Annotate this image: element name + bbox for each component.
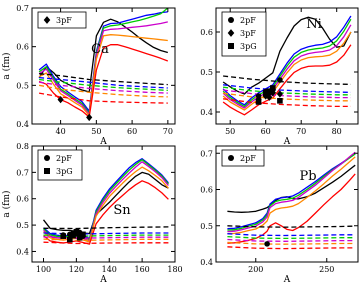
- series-line-8: [227, 237, 355, 239]
- data-point-3pg: [80, 232, 86, 238]
- y-tick-label: 0.7: [200, 149, 213, 159]
- legend-marker-2pf: [44, 155, 50, 161]
- series-line-7: [227, 234, 355, 236]
- y-tick-label: 0.4: [16, 247, 29, 257]
- y-tick-label: 0.6: [16, 194, 29, 204]
- panel-element-label: Pb: [299, 169, 317, 184]
- legend: [222, 150, 264, 166]
- legend-label: 3pG: [56, 167, 73, 176]
- x-tick-label: 60: [127, 127, 138, 136]
- y-axis-label: a (fm): [2, 190, 12, 218]
- x-tick-label: 160: [134, 265, 150, 274]
- chart-panel-pb: [200, 146, 358, 282]
- y-tick-label: 0.5: [16, 221, 29, 231]
- x-tick-label: 40: [55, 127, 66, 136]
- x-axis-label: A: [283, 275, 291, 282]
- y-tick-label: 0.4: [200, 108, 213, 117]
- y-tick-label: 0.5: [200, 68, 213, 77]
- legend-label: 3pG: [240, 42, 257, 51]
- x-tick-label: 200: [248, 265, 264, 274]
- series-line-5: [227, 174, 355, 243]
- y-axis-label: a (fm): [2, 52, 12, 80]
- y-tick-label: 0.5: [16, 81, 29, 91]
- series-line-10: [227, 242, 355, 244]
- x-tick-label: 80: [331, 127, 342, 136]
- y-tick-label: 0.6: [200, 185, 213, 195]
- data-point-3pg: [270, 85, 276, 91]
- y-tick-label: 0.8: [16, 142, 29, 151]
- x-axis-label: A: [100, 137, 107, 147]
- x-axis-label: A: [100, 275, 107, 282]
- series-line-0: [44, 172, 169, 233]
- series-line-6: [44, 227, 169, 229]
- legend-marker-2pf: [228, 17, 234, 23]
- x-tick-label: 70: [162, 127, 173, 136]
- series-group: [227, 152, 355, 248]
- y-tick-label: 0.5: [200, 221, 213, 231]
- x-tick-label: 50: [225, 127, 236, 136]
- legend-marker-3pg: [228, 43, 234, 49]
- y-tick-label: 0.4: [200, 258, 213, 267]
- series-line-7: [223, 85, 351, 93]
- data-point-3pg: [60, 233, 66, 239]
- chart-panel-ni: [200, 8, 358, 147]
- x-tick-label: 180: [167, 265, 183, 274]
- data-point-2pf: [277, 77, 283, 83]
- panel-element-label: Sn: [113, 203, 131, 218]
- y-tick-label: 0.6: [200, 28, 213, 37]
- legend-marker-2pf: [228, 155, 234, 161]
- x-tick-label: 70: [296, 127, 307, 136]
- data-point-2pf: [264, 241, 270, 247]
- series-line-11: [44, 242, 169, 243]
- series-line-0: [227, 165, 355, 212]
- x-tick-label: 50: [91, 127, 102, 136]
- y-tick-label: 0.4: [16, 120, 29, 129]
- legend-label: 2pF: [240, 16, 256, 25]
- data-point-3pg: [277, 98, 283, 104]
- data-point-3pg: [74, 229, 80, 235]
- x-axis-label: A: [283, 137, 291, 147]
- legend-marker-3pg: [44, 168, 50, 174]
- x-tick-label: 60: [260, 127, 271, 136]
- y-tick-label: 0.7: [16, 168, 29, 178]
- legend: [38, 12, 86, 28]
- x-tick-label: 140: [101, 265, 117, 274]
- legend-label: 2pF: [56, 154, 72, 163]
- chart-panel-ca: [1, 4, 175, 147]
- y-tick-label: 0.6: [16, 42, 29, 52]
- y-tick-label: 0.7: [16, 4, 29, 13]
- legend: [222, 12, 266, 56]
- legend-label: 2pF: [240, 154, 256, 163]
- x-tick-label: 100: [35, 265, 52, 274]
- panel-element-label: Ni: [306, 17, 322, 32]
- series-line-10: [44, 239, 169, 240]
- legend: [38, 150, 82, 180]
- panel-element-label: Ca: [91, 42, 109, 57]
- series-line-11: [227, 247, 355, 249]
- data-point-3pg: [256, 99, 262, 105]
- series-line-9: [227, 240, 355, 242]
- legend-label: 3pF: [240, 29, 256, 38]
- x-tick-label: 120: [68, 265, 85, 274]
- legend-label: 3pF: [56, 16, 72, 25]
- series-line-6: [227, 226, 355, 227]
- chart-panel-sn: [1, 142, 183, 282]
- x-tick-label: 250: [319, 265, 335, 274]
